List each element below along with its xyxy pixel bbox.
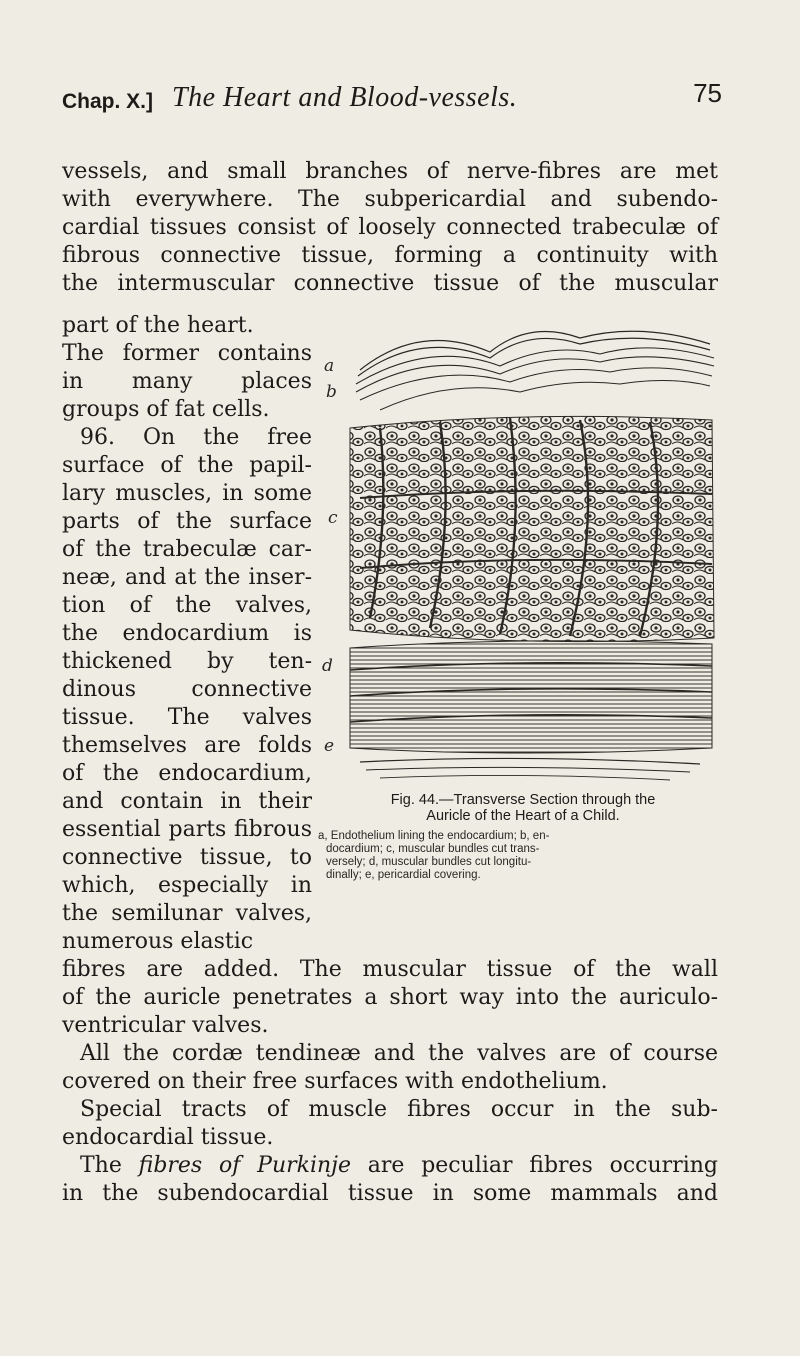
caption-legend — [318, 830, 728, 882]
text-line: All the cordæ tendineæ and the valves are of course — [80, 1041, 718, 1066]
figure-label-a: a — [324, 356, 335, 376]
text-line: The former contains — [62, 341, 312, 366]
text-line: neæ, and at the inser- — [62, 565, 312, 590]
figure-label-b: b — [326, 382, 337, 402]
text-line: surface of the papil- — [62, 453, 312, 478]
caption-title-line: Fig. 44.—Transverse Section through the — [390, 792, 656, 808]
text-line: the semilunar valves, — [62, 901, 312, 926]
figure-caption — [318, 792, 728, 882]
text-line: themselves are folds — [62, 733, 312, 758]
text-line: with everywhere. The subpericardial and subendo- — [62, 187, 718, 212]
paragraph-96-start: 96. On the free — [80, 425, 312, 450]
text-line: endocardial tissue. — [62, 1125, 274, 1150]
text-line: vessels, and small branches of nerve-fibres are met — [62, 159, 718, 184]
text-line: ventricular valves. — [62, 1013, 269, 1038]
text-fragment: The — [80, 1153, 139, 1178]
longitudinal-muscle-bundles — [350, 641, 712, 753]
chapter-marker: Chap. X.] — [62, 90, 154, 113]
caption-title-line: Auricle of the Heart of a Child. — [426, 808, 620, 824]
legend-line: dinally; e, pericardial covering. — [326, 869, 481, 881]
text-line: of the endocardium, — [62, 761, 312, 786]
page-number: 75 — [693, 78, 722, 108]
text-line: Special tracts of muscle fibres occur in the sub- — [80, 1097, 718, 1122]
text-line: groups of fat cells. — [62, 397, 270, 422]
text-line: in the subendocardial tissue in some mammals and — [62, 1181, 718, 1206]
paragraph-purkinje — [62, 1152, 718, 1208]
text-line: and contain in their — [62, 789, 312, 814]
text-line: cardial tissues consist of loosely connected trabeculæ of — [62, 215, 718, 240]
caption-title — [318, 792, 728, 824]
text-line: lary muscles, in some — [62, 481, 312, 506]
text-line: tissue. The valves — [62, 705, 312, 730]
legend-line: docardium; c, muscular bundles cut trans- — [326, 843, 540, 855]
paragraph-special-tracts — [62, 1096, 718, 1152]
text-line: of the auricle penetrates a short way into the auriculo- — [62, 985, 718, 1010]
text-line: numerous elastic — [62, 929, 254, 954]
text-line: essential parts fibrous — [62, 817, 312, 842]
text-line: in many places — [62, 369, 312, 394]
text-line — [62, 1152, 718, 1180]
text-line: fibrous connective tissue, forming a continuity with — [62, 243, 718, 268]
pericardial-covering — [360, 758, 700, 780]
transverse-muscle-bundles — [350, 416, 714, 641]
text-line: thickened by ten- — [62, 649, 312, 674]
text-line: parts of the surface — [62, 509, 312, 534]
text-line: which, especially in — [62, 873, 312, 898]
text-line: part of the heart. — [62, 313, 254, 338]
figure-label-e: e — [324, 736, 335, 756]
term-fibres-of-purkinje: fibres of Purkinje — [138, 1153, 352, 1178]
figure-label-d: d — [322, 656, 333, 676]
running-title: The Heart and Blood-vessels. — [172, 82, 518, 113]
text-line: connective tissue, to — [62, 845, 312, 870]
figure-44 — [320, 318, 720, 792]
legend-line: a, Endothelium lining the endocardium; b, en- — [318, 830, 550, 842]
running-header — [62, 78, 722, 122]
narrow-text-column — [62, 312, 312, 928]
paragraph-opening — [62, 158, 718, 298]
text-line: fibres are added. The muscular tissue of the wall — [62, 957, 718, 982]
text-line: of the trabeculæ car- — [62, 537, 312, 562]
paragraph-continuation — [62, 928, 718, 1040]
paragraph-cordae — [62, 1040, 718, 1096]
text-line: covered on their free surfaces with endothelium. — [62, 1069, 608, 1094]
figure-label-c: c — [328, 508, 338, 528]
text-line: tion of the valves, — [62, 593, 312, 618]
endocardium-layer — [356, 331, 714, 410]
text-line: dinous connective — [62, 677, 312, 702]
histology-illustration — [320, 318, 720, 792]
text-fragment: are peculiar fibres occurring — [351, 1153, 718, 1178]
legend-line: versely; d, muscular bundles cut longitu- — [326, 856, 532, 868]
text-line: the endocardium is — [62, 621, 312, 646]
text-line: the intermuscular connective tissue of the muscular — [62, 271, 718, 296]
